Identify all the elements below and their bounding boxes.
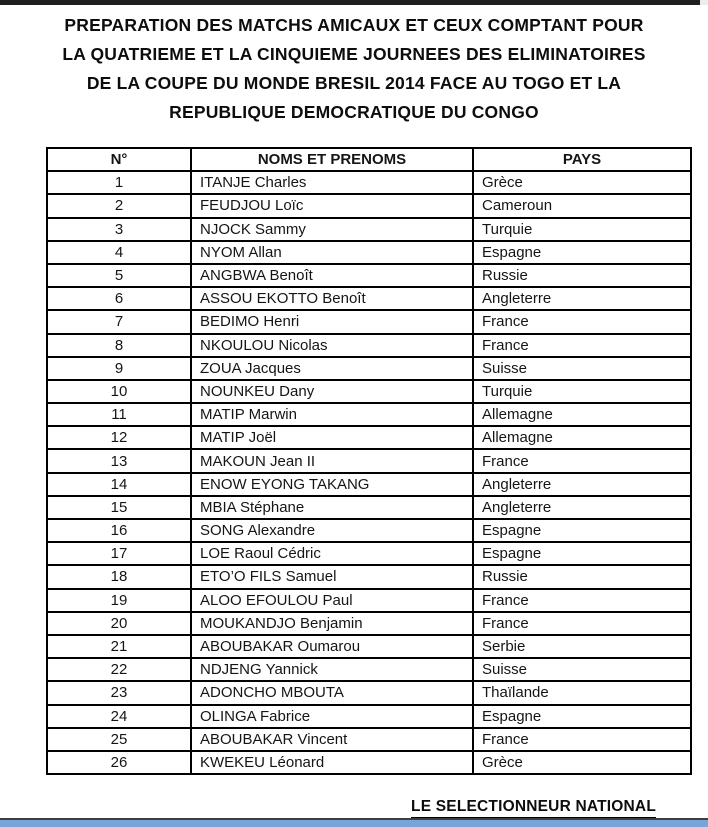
cell-name: KWEKEU Léonard xyxy=(191,751,473,774)
cell-country: Russie xyxy=(473,565,691,588)
cell-country: Espagne xyxy=(473,519,691,542)
cell-name: BEDIMO Henri xyxy=(191,310,473,333)
cell-name: ENOW EYONG TAKANG xyxy=(191,473,473,496)
cell-name: ASSOU EKOTTO Benoît xyxy=(191,287,473,310)
cell-number: 16 xyxy=(47,519,191,542)
cell-name: NKOULOU Nicolas xyxy=(191,334,473,357)
cell-country: Russie xyxy=(473,264,691,287)
table-row xyxy=(47,658,691,681)
table-row xyxy=(47,589,691,612)
top-bar-right-edge xyxy=(700,0,708,5)
table-row xyxy=(47,473,691,496)
cell-country: France xyxy=(473,310,691,333)
cell-number: 24 xyxy=(47,705,191,728)
cell-name: OLINGA Fabrice xyxy=(191,705,473,728)
cell-number: 10 xyxy=(47,380,191,403)
cell-name: ANGBWA Benoît xyxy=(191,264,473,287)
cell-number: 13 xyxy=(47,449,191,472)
table-row xyxy=(47,449,691,472)
cell-name: NDJENG Yannick xyxy=(191,658,473,681)
cell-name: MATIP Joël xyxy=(191,426,473,449)
cell-name: ALOO EFOULOU Paul xyxy=(191,589,473,612)
cell-name: MOUKANDJO Benjamin xyxy=(191,612,473,635)
cell-number: 9 xyxy=(47,357,191,380)
cell-country: Espagne xyxy=(473,542,691,565)
cell-number: 2 xyxy=(47,194,191,217)
table-row xyxy=(47,612,691,635)
title-line-2: LA QUATRIEME ET LA CINQUIEME JOURNEES DES ELIMINATOIRES xyxy=(62,44,646,64)
players-table xyxy=(46,147,692,775)
header-country: PAYS xyxy=(473,148,691,171)
table-row xyxy=(47,171,691,194)
cell-name: NYOM Allan xyxy=(191,241,473,264)
table-row xyxy=(47,264,691,287)
table-row xyxy=(47,705,691,728)
table-row xyxy=(47,241,691,264)
cell-name: SONG Alexandre xyxy=(191,519,473,542)
players-table-body xyxy=(47,171,691,774)
cell-number: 19 xyxy=(47,589,191,612)
cell-number: 11 xyxy=(47,403,191,426)
cell-country: France xyxy=(473,589,691,612)
cell-number: 14 xyxy=(47,473,191,496)
footer-signature: LE SELECTIONNEUR NATIONAL xyxy=(411,798,656,819)
cell-name: FEUDJOU Loïc xyxy=(191,194,473,217)
header-row xyxy=(47,148,691,171)
cell-country: Serbie xyxy=(473,635,691,658)
cell-name: ETO’O FILS Samuel xyxy=(191,565,473,588)
cell-number: 18 xyxy=(47,565,191,588)
cell-country: Angleterre xyxy=(473,496,691,519)
table-row xyxy=(47,681,691,704)
cell-number: 15 xyxy=(47,496,191,519)
cell-name: ABOUBAKAR Oumarou xyxy=(191,635,473,658)
cell-number: 6 xyxy=(47,287,191,310)
table-row xyxy=(47,565,691,588)
cell-number: 4 xyxy=(47,241,191,264)
cell-name: ITANJE Charles xyxy=(191,171,473,194)
cell-name: MAKOUN Jean II xyxy=(191,449,473,472)
table-row xyxy=(47,310,691,333)
cell-number: 5 xyxy=(47,264,191,287)
cell-country: Espagne xyxy=(473,241,691,264)
cell-name: ADONCHO MBOUTA xyxy=(191,681,473,704)
cell-country: Suisse xyxy=(473,658,691,681)
header-names: NOMS ET PRENOMS xyxy=(191,148,473,171)
table-row xyxy=(47,194,691,217)
cell-number: 3 xyxy=(47,218,191,241)
table-row xyxy=(47,334,691,357)
title-line-1: PREPARATION DES MATCHS AMICAUX ET CEUX COMPTANT POUR xyxy=(64,15,644,35)
cell-country: Suisse xyxy=(473,357,691,380)
cell-number: 17 xyxy=(47,542,191,565)
top-black-bar xyxy=(0,0,700,5)
cell-country: Angleterre xyxy=(473,287,691,310)
cell-number: 1 xyxy=(47,171,191,194)
table-row xyxy=(47,287,691,310)
bottom-blue-bar xyxy=(0,818,708,827)
cell-number: 12 xyxy=(47,426,191,449)
cell-name: MBIA Stéphane xyxy=(191,496,473,519)
header-number: N° xyxy=(47,148,191,171)
cell-country: France xyxy=(473,334,691,357)
cell-number: 26 xyxy=(47,751,191,774)
cell-country: France xyxy=(473,612,691,635)
table-row xyxy=(47,380,691,403)
table-row xyxy=(47,496,691,519)
cell-country: Allemagne xyxy=(473,403,691,426)
document-title xyxy=(0,11,708,127)
cell-country: Thaïlande xyxy=(473,681,691,704)
cell-country: Cameroun xyxy=(473,194,691,217)
title-line-4: REPUBLIQUE DEMOCRATIQUE DU CONGO xyxy=(169,102,539,122)
table-row xyxy=(47,403,691,426)
cell-country: Grèce xyxy=(473,751,691,774)
cell-number: 7 xyxy=(47,310,191,333)
cell-name: ZOUA Jacques xyxy=(191,357,473,380)
table-row xyxy=(47,728,691,751)
table-row xyxy=(47,357,691,380)
table-row xyxy=(47,218,691,241)
title-line-3: DE LA COUPE DU MONDE BRESIL 2014 FACE AU TOGO ET LA xyxy=(86,73,622,93)
cell-number: 20 xyxy=(47,612,191,635)
cell-name: LOE Raoul Cédric xyxy=(191,542,473,565)
cell-country: Turquie xyxy=(473,218,691,241)
cell-country: France xyxy=(473,728,691,751)
cell-country: Allemagne xyxy=(473,426,691,449)
cell-name: MATIP Marwin xyxy=(191,403,473,426)
cell-name: NJOCK Sammy xyxy=(191,218,473,241)
cell-number: 8 xyxy=(47,334,191,357)
cell-number: 22 xyxy=(47,658,191,681)
cell-country: Angleterre xyxy=(473,473,691,496)
table-row xyxy=(47,519,691,542)
cell-country: Espagne xyxy=(473,705,691,728)
cell-number: 21 xyxy=(47,635,191,658)
table-row xyxy=(47,426,691,449)
table-row xyxy=(47,542,691,565)
table-row xyxy=(47,635,691,658)
cell-country: Turquie xyxy=(473,380,691,403)
cell-country: Grèce xyxy=(473,171,691,194)
cell-number: 23 xyxy=(47,681,191,704)
table-row xyxy=(47,751,691,774)
cell-name: NOUNKEU Dany xyxy=(191,380,473,403)
cell-number: 25 xyxy=(47,728,191,751)
cell-name: ABOUBAKAR Vincent xyxy=(191,728,473,751)
cell-country: France xyxy=(473,449,691,472)
players-table-header xyxy=(47,148,691,171)
